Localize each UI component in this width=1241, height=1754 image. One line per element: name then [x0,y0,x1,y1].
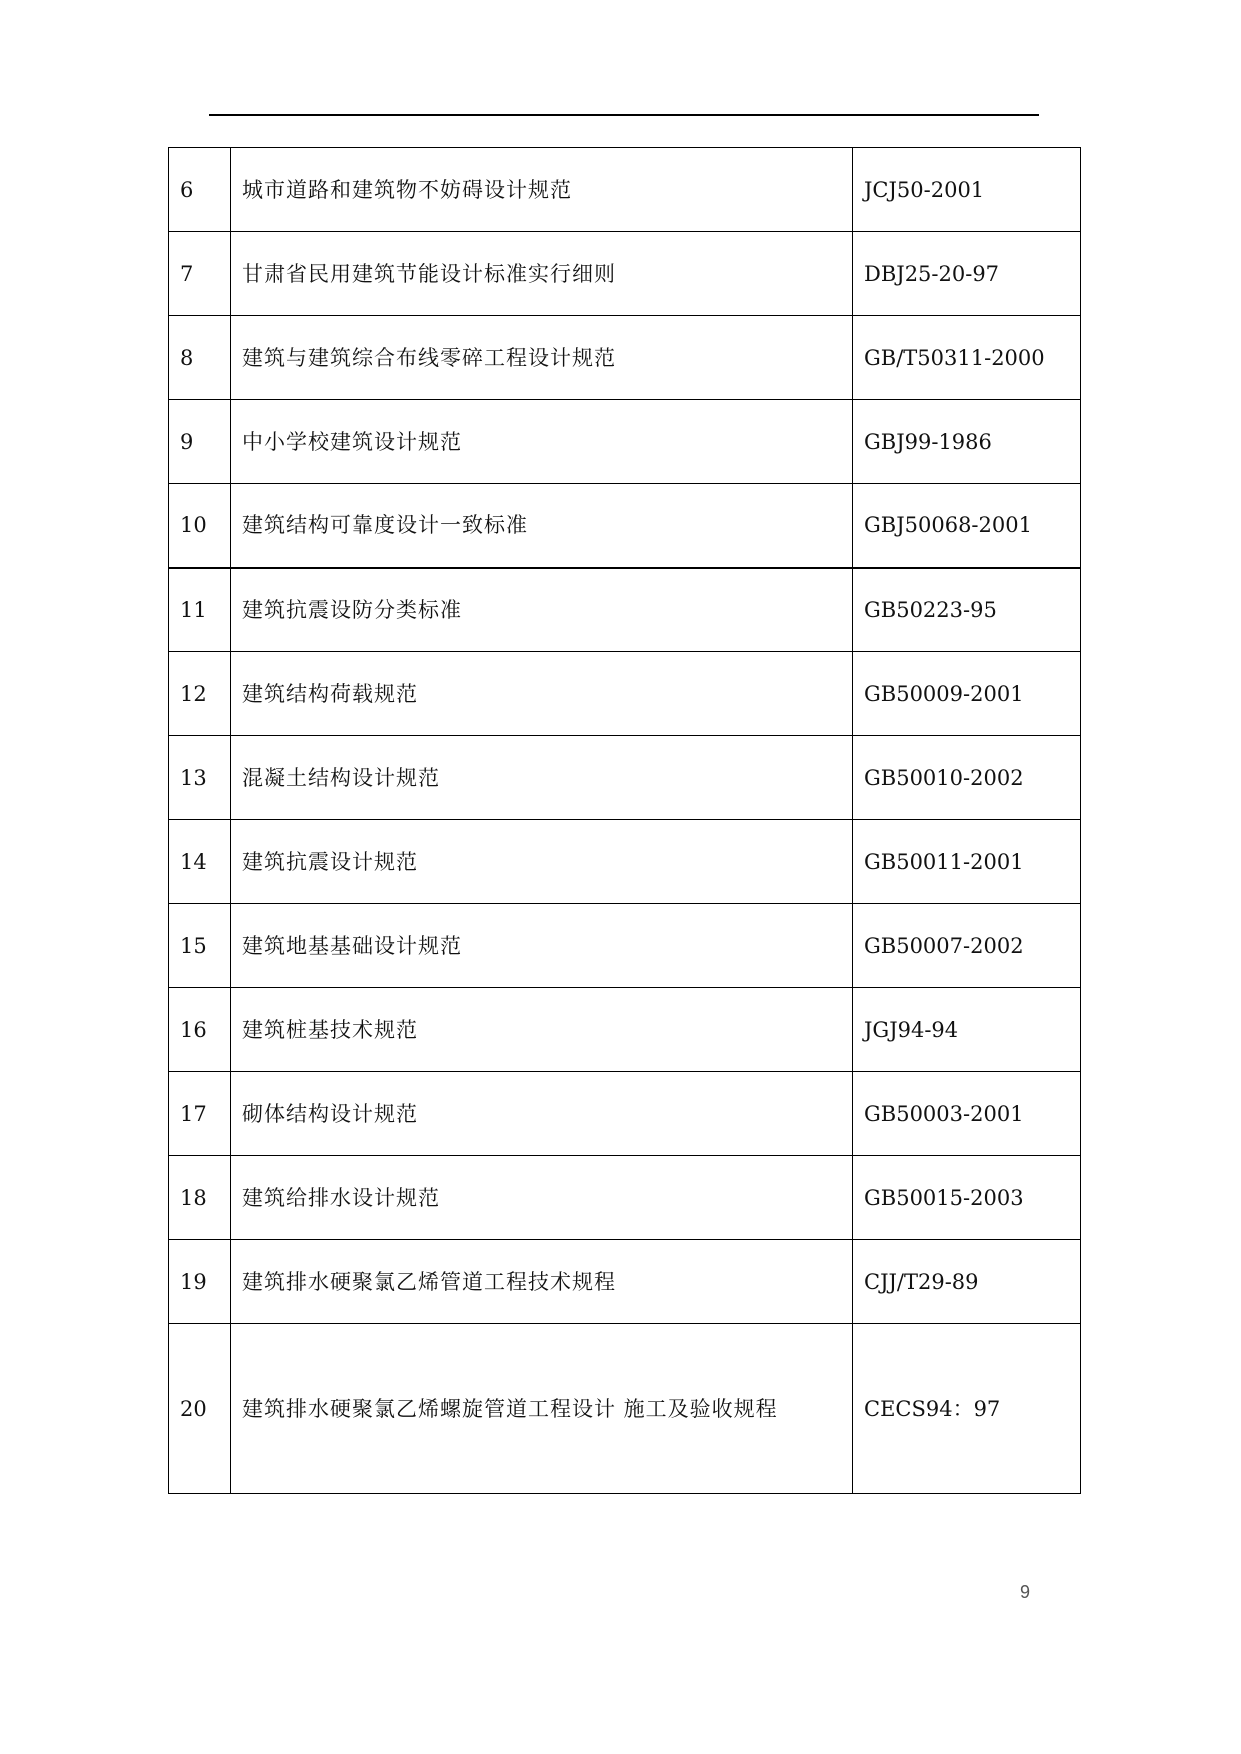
standard-name: 甘肃省民用建筑节能设计标准实行细则 [231,232,853,316]
standard-code: JCJ50-2001 [853,148,1081,232]
row-number: 15 [169,904,231,988]
standard-name: 建筑给排水设计规范 [231,1156,853,1240]
standard-code: GBJ99-1986 [853,400,1081,484]
table-row [169,1156,1081,1240]
row-number: 14 [169,820,231,904]
row-number: 13 [169,736,231,820]
row-number: 16 [169,988,231,1072]
standard-code: GB50223-95 [853,568,1081,652]
standard-code: GB50009-2001 [853,652,1081,736]
standard-name: 建筑排水硬聚氯乙烯管道工程技术规程 [231,1240,853,1324]
table-row [169,820,1081,904]
table-row [169,1324,1081,1494]
standard-code: GB/T50311-2000 [853,316,1081,400]
standard-name: 建筑排水硬聚氯乙烯螺旋管道工程设计 施工及验收规程 [231,1324,853,1494]
row-number: 20 [169,1324,231,1494]
table-row [169,1072,1081,1156]
table-row [169,148,1081,232]
row-number: 17 [169,1072,231,1156]
standard-name: 中小学校建筑设计规范 [231,400,853,484]
standard-code: GB50015-2003 [853,1156,1081,1240]
standard-code: GB50011-2001 [853,820,1081,904]
standard-code: GB50007-2002 [853,904,1081,988]
table-row [169,736,1081,820]
table-row [169,484,1081,568]
row-number: 12 [169,652,231,736]
row-number: 8 [169,316,231,400]
table-row [169,904,1081,988]
table-row [169,232,1081,316]
row-number: 6 [169,148,231,232]
standard-name: 砌体结构设计规范 [231,1072,853,1156]
standard-name: 建筑结构荷载规范 [231,652,853,736]
standard-name: 混凝土结构设计规范 [231,736,853,820]
standard-code: GB50003-2001 [853,1072,1081,1156]
standard-code: GBJ50068-2001 [853,484,1081,568]
row-number: 9 [169,400,231,484]
standard-name: 建筑结构可靠度设计一致标准 [231,484,853,568]
table-row [169,988,1081,1072]
row-number: 19 [169,1240,231,1324]
table-row [169,316,1081,400]
standard-code: DBJ25-20-97 [853,232,1081,316]
standards-table [168,147,1081,1494]
standard-code: CECS94：97 [853,1324,1081,1494]
standard-name: 建筑抗震设计规范 [231,820,853,904]
standard-name: 建筑地基基础设计规范 [231,904,853,988]
row-number: 10 [169,484,231,568]
standard-code: GB50010-2002 [853,736,1081,820]
page-number: 9 [1020,1582,1031,1602]
table-row [169,400,1081,484]
standard-code: JGJ94-94 [853,988,1081,1072]
table-row [169,652,1081,736]
standard-name: 城市道路和建筑物不妨碍设计规范 [231,148,853,232]
standard-name: 建筑桩基技术规范 [231,988,853,1072]
standard-code: CJJ/T29-89 [853,1240,1081,1324]
header-rule [209,114,1039,116]
row-number: 11 [169,568,231,652]
row-number: 7 [169,232,231,316]
table-row [169,568,1081,652]
standard-name: 建筑与建筑综合布线零碎工程设计规范 [231,316,853,400]
row-number: 18 [169,1156,231,1240]
standard-name: 建筑抗震设防分类标准 [231,568,853,652]
table-row [169,1240,1081,1324]
